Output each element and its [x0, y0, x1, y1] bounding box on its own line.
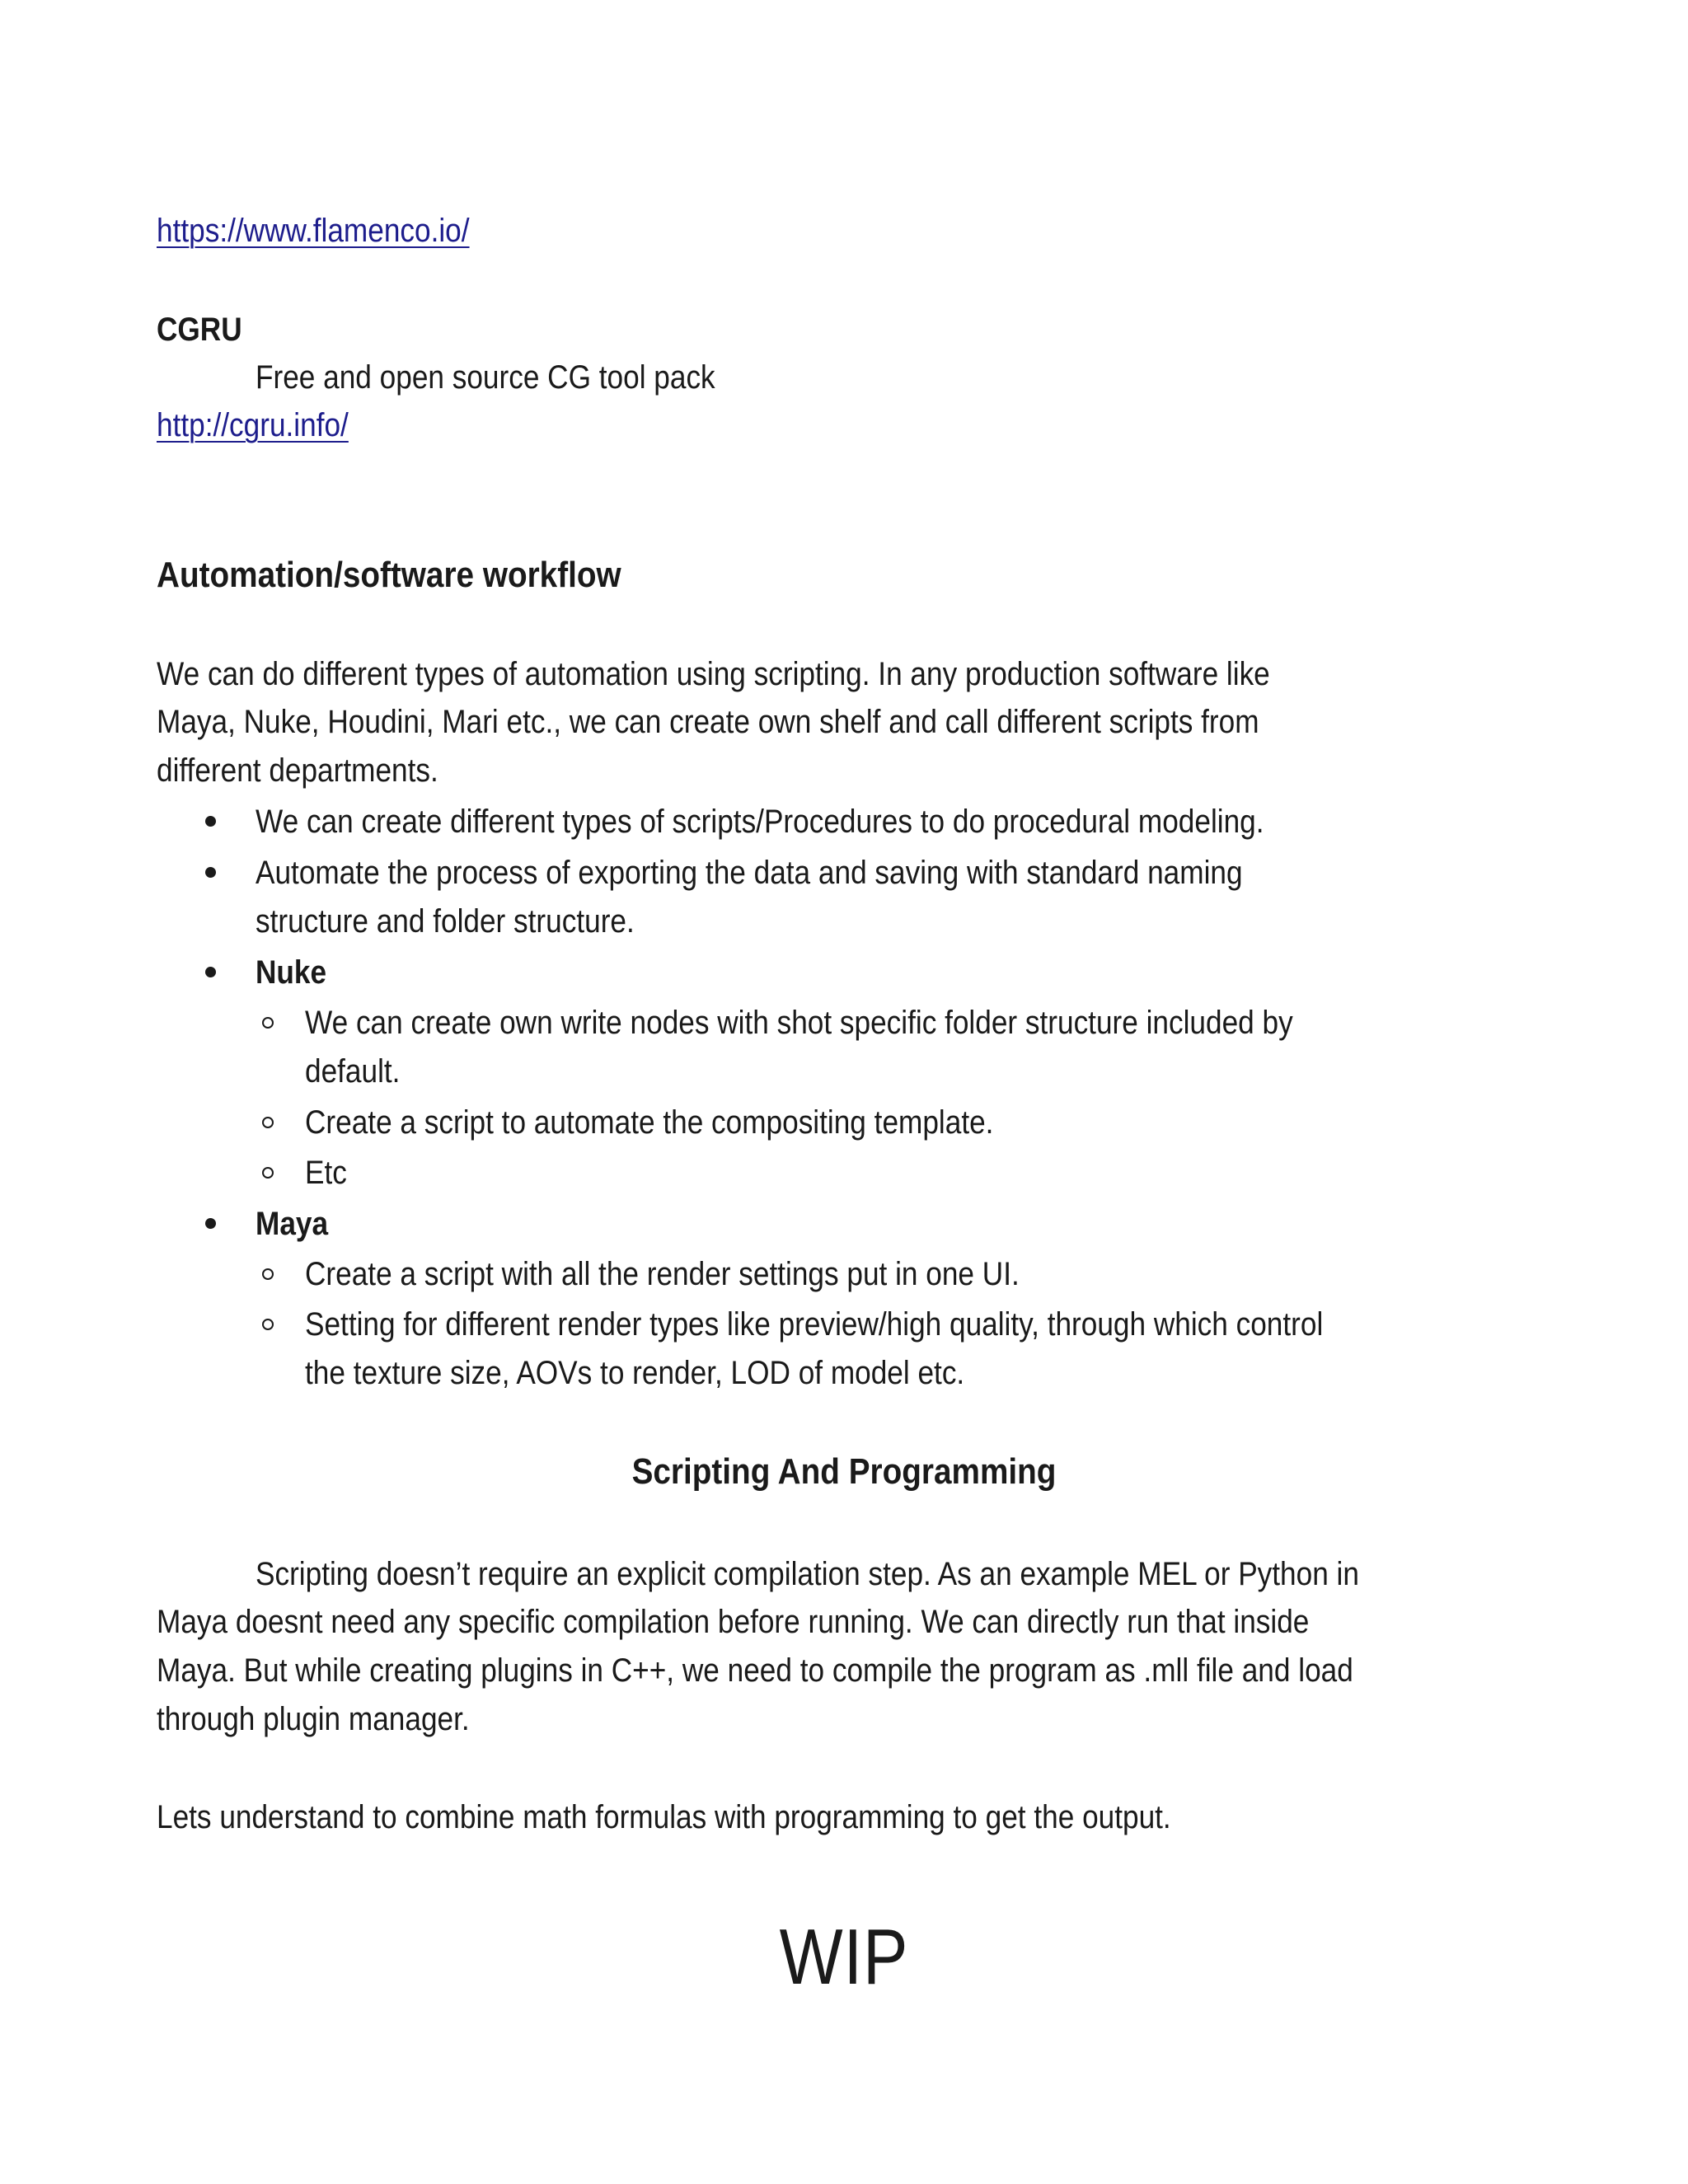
- bullet-circle-icon: [262, 1017, 274, 1029]
- bullet-disc-icon: [205, 867, 216, 878]
- flamenco-link[interactable]: https://www.flamenco.io/: [157, 213, 470, 249]
- cgru-link[interactable]: http://cgru.info/: [157, 407, 349, 443]
- automation-intro-line-1: We can do different types of automation using scripting. In any production software like: [157, 656, 1270, 692]
- automation-heading: Automation/software workflow: [157, 555, 621, 595]
- nuke-item-etc: Etc: [305, 1155, 347, 1191]
- scripting-paragraph-line-4: through plugin manager.: [157, 1701, 470, 1737]
- scripting-paragraph-line-1: Scripting doesn’t require an explicit compilation step. As an example MEL or Python in: [256, 1556, 1359, 1592]
- scripting-paragraph-line-2: Maya doesnt need any specific compilation before running. We can directly run that inside: [157, 1604, 1310, 1640]
- maya-item-render-types-line-2: the texture size, AOVs to render, LOD of model etc.: [305, 1355, 965, 1391]
- bullet-export-line-1: Automate the process of exporting the data and saving with standard naming: [256, 855, 1243, 891]
- scripting-closing-line: Lets understand to combine math formulas with programming to get the output.: [157, 1799, 1171, 1835]
- bullet-circle-icon: [262, 1167, 274, 1179]
- bullet-circle-icon: [262, 1117, 274, 1128]
- cgru-description: Free and open source CG tool pack: [256, 359, 715, 396]
- bullet-disc-icon: [205, 967, 216, 977]
- bullet-circle-icon: [262, 1268, 274, 1280]
- bullet-disc-icon: [205, 1218, 216, 1229]
- bullet-procedural-modeling: We can create different types of scripts/Procedures to do procedural modeling.: [256, 804, 1264, 840]
- cgru-title: CGRU: [157, 312, 242, 348]
- bullet-circle-icon: [262, 1319, 274, 1330]
- bullet-nuke: Nuke: [256, 954, 327, 991]
- scripting-heading: Scripting And Programming: [631, 1451, 1057, 1492]
- maya-item-render-settings-ui: Create a script with all the render settings put in one UI.: [305, 1256, 1020, 1292]
- maya-item-render-types-line-1: Setting for different render types like preview/high quality, through which control: [305, 1306, 1324, 1343]
- scripting-paragraph-line-3: Maya. But while creating plugins in C++, we need to compile the program as .mll file and load: [157, 1652, 1353, 1689]
- automation-intro-line-2: Maya, Nuke, Houdini, Mari etc., we can create own shelf and call different scripts from: [157, 704, 1259, 740]
- nuke-item-write-nodes-line-2: default.: [305, 1053, 401, 1090]
- bullet-disc-icon: [205, 816, 216, 827]
- automation-intro-line-3: different departments.: [157, 752, 438, 789]
- nuke-item-write-nodes-line-1: We can create own write nodes with shot specific folder structure included by: [305, 1005, 1293, 1041]
- wip-label: WIP: [779, 1913, 909, 2001]
- bullet-export-line-2: structure and folder structure.: [256, 903, 635, 940]
- bullet-maya: Maya: [256, 1206, 329, 1242]
- nuke-item-compositing-template: Create a script to automate the compositing template.: [305, 1104, 994, 1141]
